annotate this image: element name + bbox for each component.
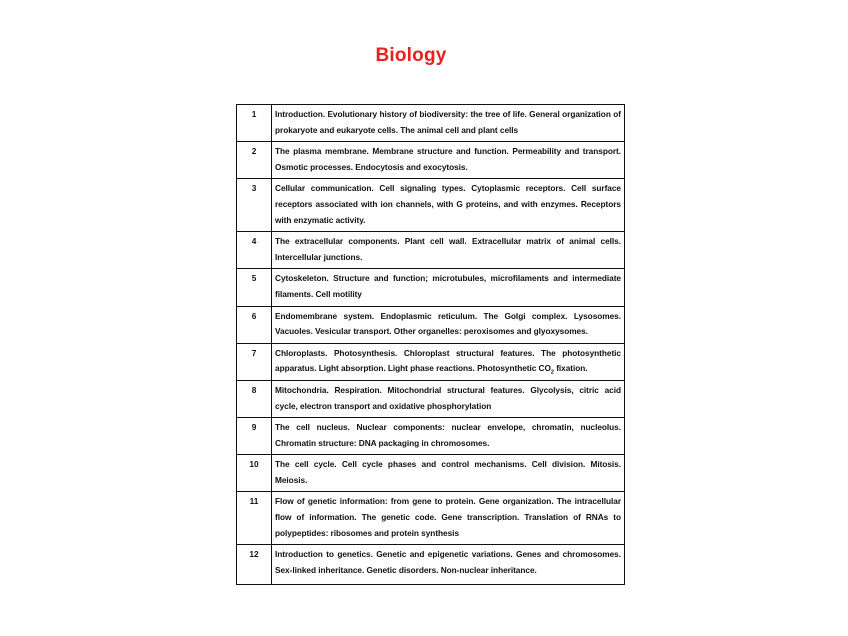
table-row [237, 492, 625, 545]
table-row [237, 418, 625, 455]
subscript-two: 2 [550, 369, 554, 376]
row-topic: The extracellular components. Plant cell wall. Extracellular matrix of animal cells. Intercellular junctions. [272, 232, 625, 269]
row-number: 9 [237, 418, 272, 455]
row-number: 10 [237, 455, 272, 492]
row-topic-text-end: fixation. [553, 363, 588, 374]
row-number: 1 [237, 105, 272, 142]
page-title: Biology [375, 45, 447, 66]
row-number: 7 [237, 343, 272, 380]
table-row [237, 179, 625, 232]
table-row [237, 269, 625, 306]
syllabus-table [236, 104, 625, 585]
table-row [237, 343, 625, 380]
row-topic: Endomembrane system. Endoplasmic reticulum. The Golgi complex. Lysosomes. Vacuoles. Vesicular transport. Other organelles: peroxisomes and glyoxysomes. [272, 306, 625, 343]
row-number: 8 [237, 380, 272, 417]
row-number: 12 [237, 545, 272, 585]
row-topic: The plasma membrane. Membrane structure and function. Permeability and transport. Osmotic processes. Endocytosis and exocytosis. [272, 142, 625, 179]
table-row [237, 232, 625, 269]
row-number: 4 [237, 232, 272, 269]
table-row [237, 545, 625, 585]
row-topic: Flow of genetic information: from gene to protein. Gene organization. The intracellular flow of information. The genetic code. Gene transcription. Translation of RNAs to polypeptides: ribosomes and protein synthesis [272, 492, 625, 545]
row-topic: Introduction to genetics. Genetic and epigenetic variations. Genes and chromosomes. Sex-linked inheritance. Genetic disorders. Non-nuclear inheritance. [272, 545, 625, 585]
row-number: 3 [237, 179, 272, 232]
row-topic [272, 343, 625, 380]
row-topic: Mitochondria. Respiration. Mitochondrial structural features. Glycolysis, citric acid cycle, electron transport and oxidative phosphorylation [272, 380, 625, 417]
table-row [237, 380, 625, 417]
row-topic: The cell cycle. Cell cycle phases and control mechanisms. Cell division. Mitosis. Meiosis. [272, 455, 625, 492]
row-topic: Introduction. Evolutionary history of biodiversity: the tree of life. General organization of prokaryote and eukaryote cells. The animal cell and plant cells [272, 105, 625, 142]
row-topic-text: Chloroplasts. Photosynthesis. Chloroplast structural features. The photosynthetic apparatus. Light absorption. Light phase reactions. Photosynthetic CO [275, 347, 621, 374]
row-topic: The cell nucleus. Nuclear components: nuclear envelope, chromatin, nucleolus. Chromatin structure: DNA packaging in chromosomes. [272, 418, 625, 455]
table-row [237, 455, 625, 492]
row-number: 5 [237, 269, 272, 306]
table-row [237, 306, 625, 343]
row-number: 2 [237, 142, 272, 179]
table-row [237, 142, 625, 179]
row-topic: Cellular communication. Cell signaling types. Cytoplasmic receptors. Cell surface receptors associated with ion channels, with G proteins, and with enzymes. Receptors with enzymatic activity. [272, 179, 625, 232]
row-number: 11 [237, 492, 272, 545]
row-topic: Cytoskeleton. Structure and function; microtubules, microfilaments and intermediate filaments. Cell motility [272, 269, 625, 306]
row-number: 6 [237, 306, 272, 343]
table-row [237, 105, 625, 142]
